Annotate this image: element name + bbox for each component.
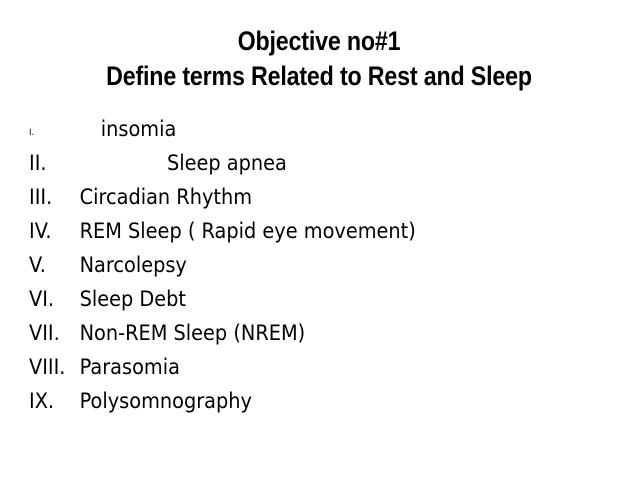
title-line-define-terms: Define terms Related to Rest and Sleep xyxy=(106,61,532,91)
list-item-text: Non-REM Sleep (NREM) xyxy=(79,321,306,345)
list-item-number: IV. xyxy=(29,219,52,243)
list-item-text: Sleep apnea xyxy=(167,151,287,175)
list-item-number: IX. xyxy=(29,389,55,413)
list-item-number: V. xyxy=(29,253,46,277)
list-item-text: Narcolepsy xyxy=(79,253,187,277)
list-item-text: insomia xyxy=(100,117,177,141)
list-item-text: Polysomnography xyxy=(79,389,252,413)
list-item-number: III. xyxy=(29,185,53,209)
title-line-objective: Objective no#1 xyxy=(237,26,401,56)
list-item-text: Circadian Rhythm xyxy=(79,185,253,209)
list-item-number: VIII. xyxy=(29,355,66,379)
list-item-number: II. xyxy=(29,151,47,175)
list-item-text: Parasomia xyxy=(79,355,180,379)
list-item-number: VII. xyxy=(29,321,60,345)
slide-title xyxy=(45,24,594,94)
list-item-number: I. xyxy=(29,128,35,138)
list-item-number: VI. xyxy=(29,287,55,311)
list-item-text: Sleep Debt xyxy=(79,287,187,311)
list-item-text: REM Sleep ( Rapid eye movement) xyxy=(79,219,416,243)
